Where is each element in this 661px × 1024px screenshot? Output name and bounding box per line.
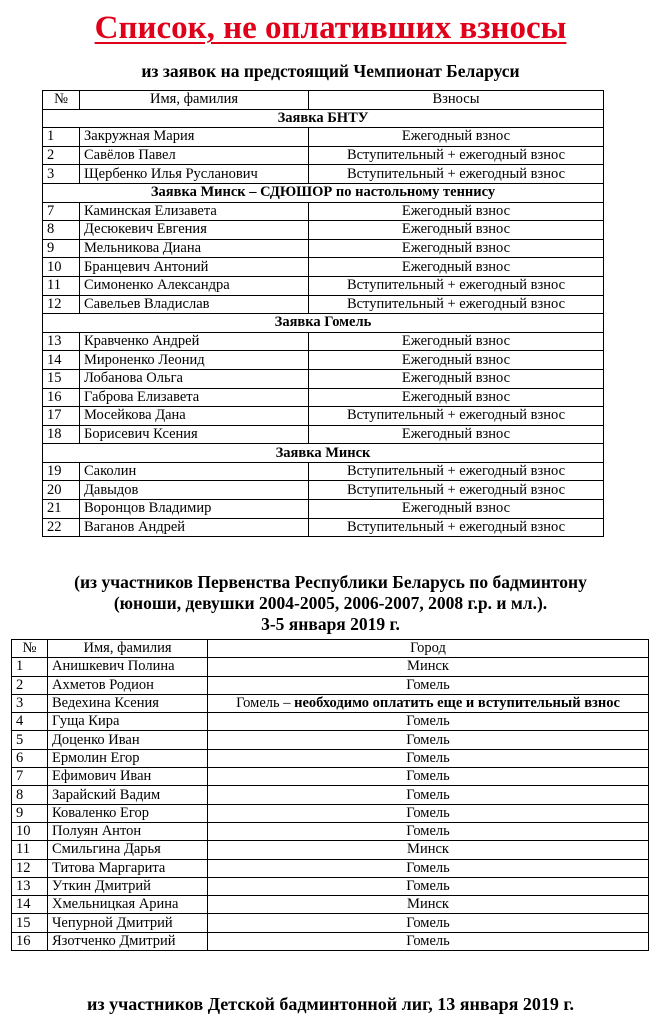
cell-fee: Вступительный + ежегодный взнос [309,481,604,500]
cell-number: 19 [43,462,80,481]
cell-number: 10 [12,822,48,840]
cell-number: 14 [43,351,80,370]
cell-number: 22 [43,518,80,537]
table-row [43,239,604,258]
cell-city [208,713,649,731]
cell-name: Уткин Дмитрий [48,877,208,895]
cell-number: 20 [43,481,80,500]
cell-number: 11 [43,276,80,295]
table-row [12,749,649,767]
table-row [43,276,604,295]
cell-name: Гуща Кира [48,713,208,731]
column-header-name: Имя, фамилия [80,91,309,110]
cell-name: Ефимович Иван [48,768,208,786]
city-name: Гомель [406,914,450,931]
cell-fee: Ежегодный взнос [309,202,604,221]
table-row [12,859,649,877]
cell-name: Савёлов Павел [80,146,309,165]
cell-city [208,914,649,932]
cell-name: Симоненко Александра [80,276,309,295]
section2-heading-line: (из участников Первенства Республики Беларусь по бадминтону [74,572,587,592]
cell-name: Лобанова Ольга [80,369,309,388]
cell-number: 8 [43,221,80,240]
cell-city [208,768,649,786]
fees-table-championship-youth [11,639,649,951]
cell-name: Язотченко Дмитрий [48,932,208,950]
cell-name: Закружная Мария [80,128,309,147]
cell-fee: Ежегодный взнос [309,500,604,519]
city-name: Гомель – [236,695,295,712]
table-row [12,877,649,895]
cell-name: Мироненко Леонид [80,351,309,370]
cell-fee: Вступительный + ежегодный взнос [309,295,604,314]
group-title: Заявка Минск – СДЮШОР по настольному теннису [43,183,604,202]
cell-fee: Вступительный + ежегодный взнос [309,407,604,426]
cell-name: Ахметов Родион [48,676,208,694]
cell-city [208,877,649,895]
cell-name: Полуян Антон [48,822,208,840]
table-row [43,462,604,481]
table-row [43,128,604,147]
cell-number: 13 [12,877,48,895]
group-title: Заявка Минск [43,444,604,463]
cell-number: 9 [43,239,80,258]
table-row [12,932,649,950]
cell-number: 5 [12,731,48,749]
cell-fee: Ежегодный взнос [309,351,604,370]
cell-fee: Ежегодный взнос [309,239,604,258]
table-row [12,822,649,840]
cell-number: 7 [43,202,80,221]
cell-number: 3 [43,165,80,184]
section2-heading [0,572,661,635]
cell-fee: Вступительный + ежегодный взнос [309,146,604,165]
group-header-row [43,444,604,463]
cell-name: Щербенко Илья Русланович [80,165,309,184]
cell-number: 17 [43,407,80,426]
cell-number: 7 [12,768,48,786]
city-name: Гомель [406,713,450,730]
city-name: Гомель [406,731,450,748]
table-row [43,146,604,165]
table-row [12,731,649,749]
cell-fee: Вступительный + ежегодный взнос [309,165,604,184]
table-row [43,258,604,277]
group-header-row [43,109,604,128]
cell-fee: Ежегодный взнос [309,221,604,240]
table-row [12,896,649,914]
cell-name: Бранцевич Антоний [80,258,309,277]
cell-number: 11 [12,841,48,859]
cell-name: Кравченко Андрей [80,332,309,351]
cell-number: 14 [12,896,48,914]
cell-number: 3 [12,694,48,712]
cell-name: Доценко Иван [48,731,208,749]
city-name: Гомель [406,749,450,766]
city-name: Гомель [406,768,450,785]
cell-name: Борисевич Ксения [80,425,309,444]
cell-name: Ваганов Андрей [80,518,309,537]
cell-name: Хмельницкая Арина [48,896,208,914]
city-name: Гомель [406,932,450,949]
cell-fee: Ежегодный взнос [309,128,604,147]
footer-heading: из участников Детской бадминтонной лиг, 13 января 2019 г. [86,994,575,1014]
cell-number: 6 [12,749,48,767]
table-row [43,500,604,519]
page-subtitle: из заявок на предстоящий Чемпионат Беларуси [141,61,520,81]
table-row [12,804,649,822]
cell-number: 13 [43,332,80,351]
cell-fee: Ежегодный взнос [309,332,604,351]
section2-heading-line: (юноши, девушки 2004-2005, 2006-2007, 2008 г.р. и мл.). [113,593,548,613]
cell-city [208,896,649,914]
cell-number: 15 [43,369,80,388]
fees-table-championship [42,90,604,537]
cell-city [208,658,649,676]
table-header-row [43,91,604,110]
cell-number: 1 [43,128,80,147]
table-row [43,407,604,426]
city-name: Гомель [406,786,450,803]
city-name: Гомель [406,878,450,894]
cell-name: Воронцов Владимир [80,500,309,519]
cell-number: 16 [43,388,80,407]
cell-number: 16 [12,932,48,950]
cell-name: Савельев Владислав [80,295,309,314]
column-header-name: Имя, фамилия [48,640,208,658]
group-header-row [43,183,604,202]
table-row [12,786,649,804]
cell-fee: Вступительный + ежегодный взнос [309,276,604,295]
table-row [12,768,649,786]
cell-fee: Вступительный + ежегодный взнос [309,518,604,537]
table-row [43,388,604,407]
cell-city [208,731,649,749]
cell-city [208,786,649,804]
cell-name: Мельникова Диана [80,239,309,258]
cell-number: 1 [12,658,48,676]
cell-name: Титова Маргарита [48,859,208,877]
city-name: Гомель [406,823,450,840]
table-row [43,425,604,444]
group-title: Заявка БНТУ [43,109,604,128]
city-name: Гомель [406,859,450,876]
cell-fee: Ежегодный взнос [309,369,604,388]
cell-number: 15 [12,914,48,932]
table-row [12,713,649,731]
group-header-row [43,314,604,333]
group-title: Заявка Гомель [43,314,604,333]
cell-city [208,804,649,822]
cell-number: 4 [12,713,48,731]
cell-name: Десюкевич Евгения [80,221,309,240]
cell-name: Смильгина Дарья [48,841,208,859]
page-title: Список, не оплативших взносы [94,10,567,46]
payment-note: необходимо оплатить еще и вступительный взнос [294,695,620,712]
column-header-number: № [43,91,80,110]
cell-number: 8 [12,786,48,804]
cell-number: 9 [12,804,48,822]
cell-city [208,749,649,767]
cell-city [208,676,649,694]
table-body [12,658,649,951]
cell-number: 12 [43,295,80,314]
table-row [43,481,604,500]
cell-name: Коваленко Егор [48,804,208,822]
cell-city [208,932,649,950]
table-row [43,518,604,537]
table-row [12,841,649,859]
table-row [43,165,604,184]
table-body [43,109,604,537]
cell-name: Анишкевич Полина [48,658,208,676]
cell-fee: Ежегодный взнос [309,258,604,277]
table-row [43,221,604,240]
table-row [43,351,604,370]
city-name: Минск [407,658,449,675]
cell-name: Габрова Елизавета [80,388,309,407]
cell-number: 18 [43,425,80,444]
cell-number: 2 [12,676,48,694]
cell-fee: Вступительный + ежегодный взнос [309,462,604,481]
cell-name: Каминская Елизавета [80,202,309,221]
cell-fee: Ежегодный взнос [309,388,604,407]
table-row [12,658,649,676]
cell-city [208,859,649,877]
table-row [43,369,604,388]
cell-fee: Ежегодный взнос [309,425,604,444]
cell-name: Ведехина Ксения [48,694,208,712]
cell-city [208,822,649,840]
city-name: Минск [407,896,449,913]
cell-number: 12 [12,859,48,877]
table-row [12,914,649,932]
table-row [43,295,604,314]
cell-number: 2 [43,146,80,165]
table-row [43,332,604,351]
cell-name: Саколин [80,462,309,481]
table-row [12,694,649,712]
table-row [12,676,649,694]
cell-name: Мосейкова Дана [80,407,309,426]
cell-name: Зарайский Вадим [48,786,208,804]
column-header-city: Город [208,640,649,658]
cell-name: Давыдов [80,481,309,500]
cell-city [208,841,649,859]
city-name: Гомель [406,804,450,821]
city-name: Минск [407,841,449,858]
cell-city [208,694,649,712]
cell-number: 10 [43,258,80,277]
column-header-number: № [12,640,48,658]
table-row [43,202,604,221]
cell-name: Чепурной Дмитрий [48,914,208,932]
table-header-row [12,640,649,658]
section2-heading-line: 3-5 января 2019 г. [261,614,400,634]
column-header-fees: Взносы [309,91,604,110]
cell-name: Ермолин Егор [48,749,208,767]
city-name: Гомель [406,676,450,693]
cell-number: 21 [43,500,80,519]
